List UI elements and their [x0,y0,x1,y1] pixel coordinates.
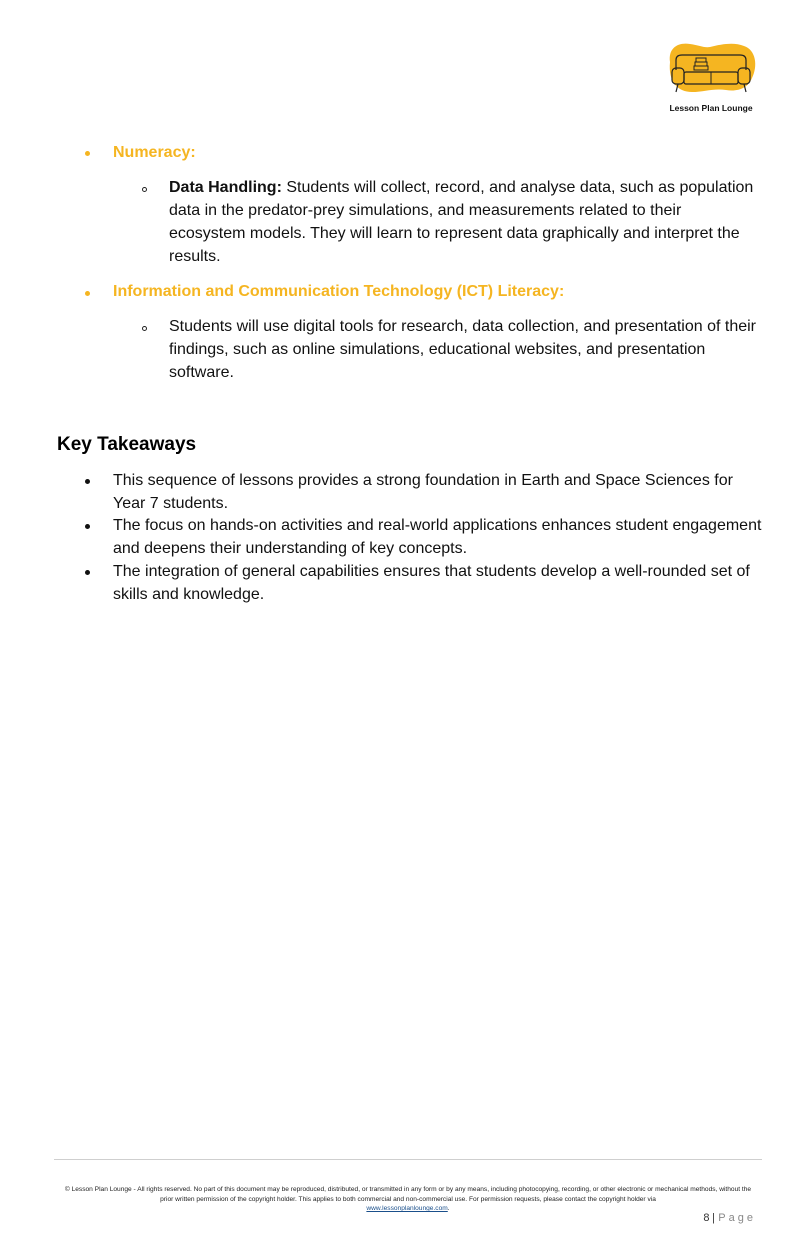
page-word: Page [718,1212,756,1224]
bullet-icon [85,570,90,575]
sofa-logo-icon [664,40,758,102]
ict-heading: Information and Communication Technology (ICT) Literacy: [113,283,565,300]
link-suffix: . [447,1205,450,1212]
bullet-icon [85,479,90,484]
sub-bullet-icon [142,187,147,192]
footer-copyright [60,1185,756,1214]
data-handling-paragraph [169,176,759,268]
page-number: 8 | Page [703,1212,756,1224]
takeaway-item: The focus on hands-on activities and real-world applications enhances student engagement and deepens their understanding of key concepts. [113,517,762,557]
footer-divider [54,1159,762,1160]
website-link[interactable]: www.lessonplanlounge.com [366,1205,448,1212]
page-number-value: 8 [703,1212,710,1224]
bullet-icon [85,291,90,296]
takeaway-item: The integration of general capabilities ensures that students develop a well-rounded set of skills and knowledge. [113,563,750,603]
copyright-text: © Lesson Plan Lounge - All rights reserved. No part of this document may be reproduced, distributed, or transmitted in any form or by any means, including photocopying, recording, or other electronic or mechanical methods, without the prior written permission of the copyright holder. This applies to both commercial and non-commercial use. For permission requests, please contact the copyright holder via [64,1186,752,1203]
logo-text: Lesson Plan Lounge [669,103,753,113]
bullet-icon [85,151,90,156]
bullet-icon [85,524,90,529]
takeaway-item: This sequence of lessons provides a strong foundation in Earth and Space Sciences for Year 7 students. [113,472,733,512]
data-handling-label: Data Handling: [169,179,282,196]
brand-logo [664,40,758,118]
key-takeaways-title: Key Takeaways [57,434,197,455]
numeracy-heading: Numeracy: [113,144,196,161]
data-handling-text: Students will collect, record, and analyse data, such as population data in the predator-prey simulations, and measurements related to their ecosystem models. They will learn to represent data graphically and interpret the results. [169,179,754,265]
ict-paragraph: Students will use digital tools for research, data collection, and presentation of their findings, such as online simulations, educational websites, and presentation software. [169,318,756,381]
sub-bullet-icon [142,326,147,331]
